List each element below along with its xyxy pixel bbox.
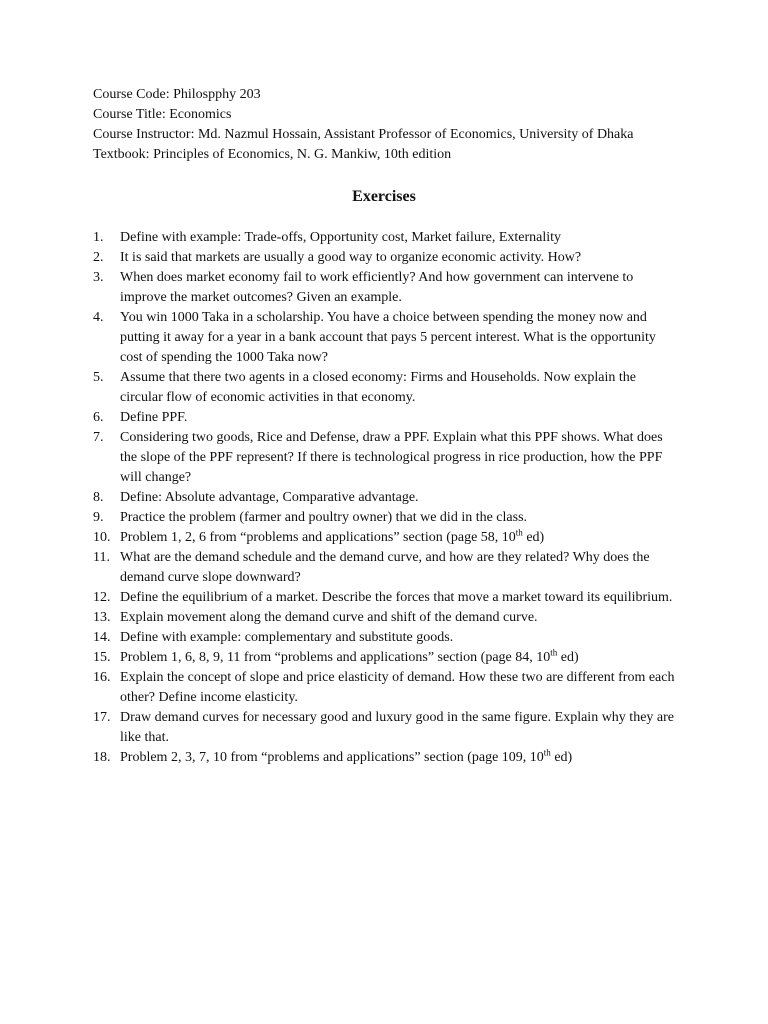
exercise-item [93,548,678,588]
exercise-number: 1. [93,230,104,245]
exercise-item [93,508,678,528]
exercise-number: 6. [93,410,104,425]
exercise-text [120,670,674,705]
exercise-text [120,250,581,265]
exercise-text-main: Define the equilibrium of a market. Describe the forces that move a market toward its equilibrium. [120,590,673,605]
course-title: Course Title: Economics [93,107,232,122]
exercise-text-main: Explain movement along the demand curve and shift of the demand curve. [120,610,538,625]
exercise-number: 2. [93,250,104,265]
exercise-number: 13. [93,610,111,625]
exercise-item [93,708,678,748]
exercise-text-main: Assume that there two agents in a closed economy: Firms and Households. Now explain the circular flow of economic activities in that economy. [120,370,636,405]
exercise-number: 10. [93,530,111,545]
exercise-text [120,630,453,645]
exercise-text [120,550,650,585]
exercise-number: 5. [93,370,104,385]
exercise-text [120,527,545,545]
exercise-text-main: Problem 1, 2, 6 from “problems and applications” section (page 58, 10 [120,530,516,545]
exercise-text [120,310,656,365]
exercise-text [120,747,573,765]
exercise-text [120,610,538,625]
exercise-item [93,368,678,408]
exercise-text-main: You win 1000 Taka in a scholarship. You have a choice between spending the money now and putting it away for a year in a bank account that pays 5 percent interest. What is the opportunity cost of spending the 1000 Taka now? [120,310,656,365]
exercise-text [120,270,633,305]
exercise-text [120,647,579,665]
exercise-item [93,648,678,668]
exercise-number: 15. [93,650,111,665]
exercise-item [93,428,678,488]
exercise-item [93,408,678,428]
exercise-text-main: Define PPF. [120,410,188,425]
exercise-number: 9. [93,510,104,525]
exercise-item [93,268,678,308]
exercise-text-main: Considering two goods, Rice and Defense, draw a PPF. Explain what this PPF shows. What does the slope of the PPF represent? If there is technological progress in rice production, how the PPF will change? [120,430,663,485]
exercise-number: 3. [93,270,104,285]
exercise-text [120,510,527,525]
exercise-text [120,590,672,605]
exercise-number: 7. [93,430,104,445]
exercise-text [120,370,636,405]
course-instructor: Course Instructor: Md. Nazmul Hossain, Assistant Professor of Economics, University of Dhaka [93,127,634,142]
exercise-text-main: Practice the problem (farmer and poultry owner) that we did in the class. [120,510,528,525]
exercise-item [93,588,678,608]
exercise-text-main: Problem 1, 6, 8, 9, 11 from “problems and applications” section (page 84, 10 [120,650,551,665]
exercise-text [120,490,419,505]
exercise-text-main: It is said that markets are usually a good way to organize economic activity. How? [120,250,582,265]
exercise-item [93,248,678,268]
exercise-item [93,628,678,648]
exercise-item [93,228,678,248]
exercise-number: 14. [93,630,111,645]
edition-superscript: th [515,527,523,538]
exercise-item [93,608,678,628]
page-title: Exercises [352,188,416,205]
course-header [93,85,733,165]
exercise-text [120,710,674,745]
exercise-number: 17. [93,710,111,725]
exercise-item [93,668,678,708]
exercise-list [93,228,678,768]
exercise-number: 11. [93,550,110,565]
course-code: Course Code: Philospphy 203 [93,87,261,102]
exercise-text-suffix: ed) [550,750,573,765]
textbook: Textbook: Principles of Economics, N. G. Mankiw, 10th edition [93,147,452,162]
exercise-text-main: What are the demand schedule and the demand curve, and how are they related? Why does the demand curve slope downward? [120,550,650,585]
exercise-text-main: When does market economy fail to work efficiently? And how government can intervene to improve the market outcomes? Given an example. [120,270,634,305]
exercise-text-suffix: ed) [557,650,579,665]
edition-superscript: th [550,647,558,658]
exercise-text-suffix: ed) [522,530,545,545]
exercise-text [120,230,561,245]
exercise-number: 18. [93,750,111,765]
exercise-item [93,308,678,368]
exercise-item [93,528,678,548]
exercise-text-main: Problem 2, 3, 7, 10 from “problems and applications” section (page 109, 10 [120,750,544,765]
exercise-text [120,430,663,485]
edition-superscript: th [543,747,551,758]
exercise-number: 8. [93,490,104,505]
exercise-number: 12. [93,590,111,605]
exercise-text [120,410,187,425]
exercise-number: 16. [93,670,111,685]
exercise-text-main: Define with example: complementary and substitute goods. [120,630,454,645]
exercise-item [93,748,678,768]
exercise-text-main: Explain the concept of slope and price elasticity of demand. How these two are different from each other? Define income elasticity. [120,670,675,705]
exercise-text-main: Draw demand curves for necessary good and luxury good in the same figure. Explain why they are like that. [120,710,674,745]
exercise-text-main: Define: Absolute advantage, Comparative advantage. [120,490,419,505]
exercise-item [93,488,678,508]
exercise-number: 4. [93,310,104,325]
exercise-text-main: Define with example: Trade-offs, Opportunity cost, Market failure, Externality [120,230,562,245]
